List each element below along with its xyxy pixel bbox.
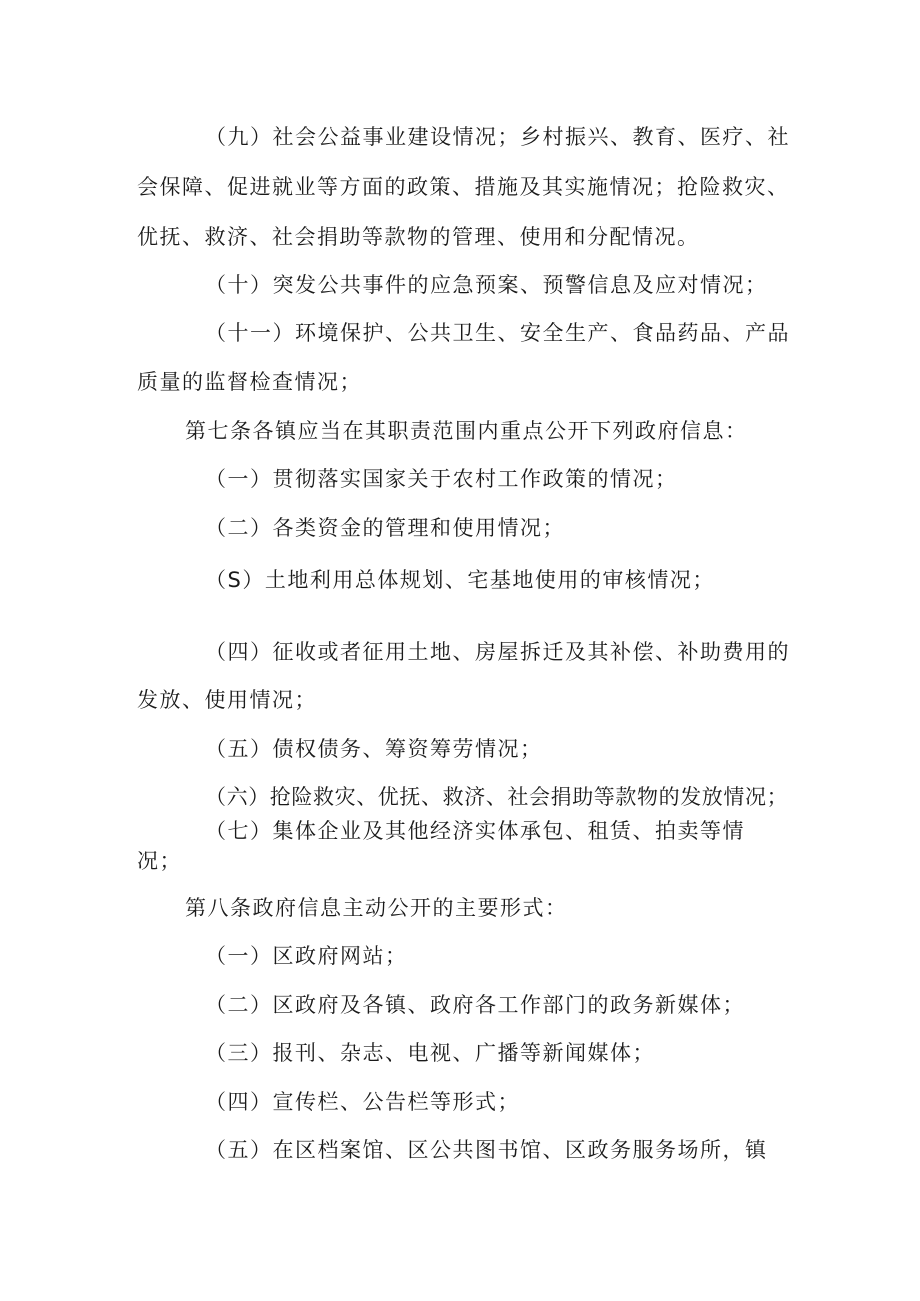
paragraph-line: （七）集体企业及其他经济实体承包、租赁、拍卖等情 [205,819,745,843]
paragraph-line: 会保障、促进就业等方面的政策、措施及其实施情况；抢险救灾、 [137,175,790,199]
paragraph-line: （三）报刊、杂志、电视、广播等新闻媒体； [205,1041,655,1065]
paragraph-line: 质量的监督检查情况； [137,370,362,394]
paragraph-line: （S）土地利用总体规划、宅基地使用的审核情况； [205,568,715,592]
article-heading-line: 第八条政府信息主动公开的主要形式： [185,896,568,920]
paragraph-line: （十）突发公共事件的应急预案、预警信息及应对情况； [205,273,768,297]
paragraph-line: （十一）环境保护、公共卫生、安全生产、食品药品、产品 [205,321,790,345]
paragraph-line: （四）宣传栏、公告栏等形式； [205,1090,520,1114]
paragraph-line: （五）债权债务、筹资筹劳情况； [205,737,543,761]
paragraph-line: （一）区政府网站； [205,944,408,968]
article-heading-line: 第七条各镇应当在其职责范围内重点公开下列政府信息： [185,419,748,443]
paragraph-line: 优抚、救济、社会捐助等款物的管理、使用和分配情况。 [137,225,700,249]
paragraph-line: （二）区政府及各镇、政府各工作部门的政务新媒体； [205,993,745,1017]
paragraph-line: （九）社会公益事业建设情况；乡村振兴、教育、医疗、社 [205,125,790,149]
paragraph-line: 况； [137,849,182,873]
paragraph-line: （五）在区档案馆、区公共图书馆、区政务服务场所，镇 [205,1138,768,1162]
paragraph-line: （二）各类资金的管理和使用情况； [205,516,565,540]
paragraph-line: （一）贯彻落实国家关于农村工作政策的情况； [205,467,678,491]
paragraph-line: （六）抢险救灾、优抚、救济、社会捐助等款物的发放情况； [205,785,789,809]
paragraph-line: 发放、使用情况； [137,688,317,712]
paragraph-line: （四）征收或者征用土地、房屋拆迁及其补偿、补助费用的 [205,640,790,664]
